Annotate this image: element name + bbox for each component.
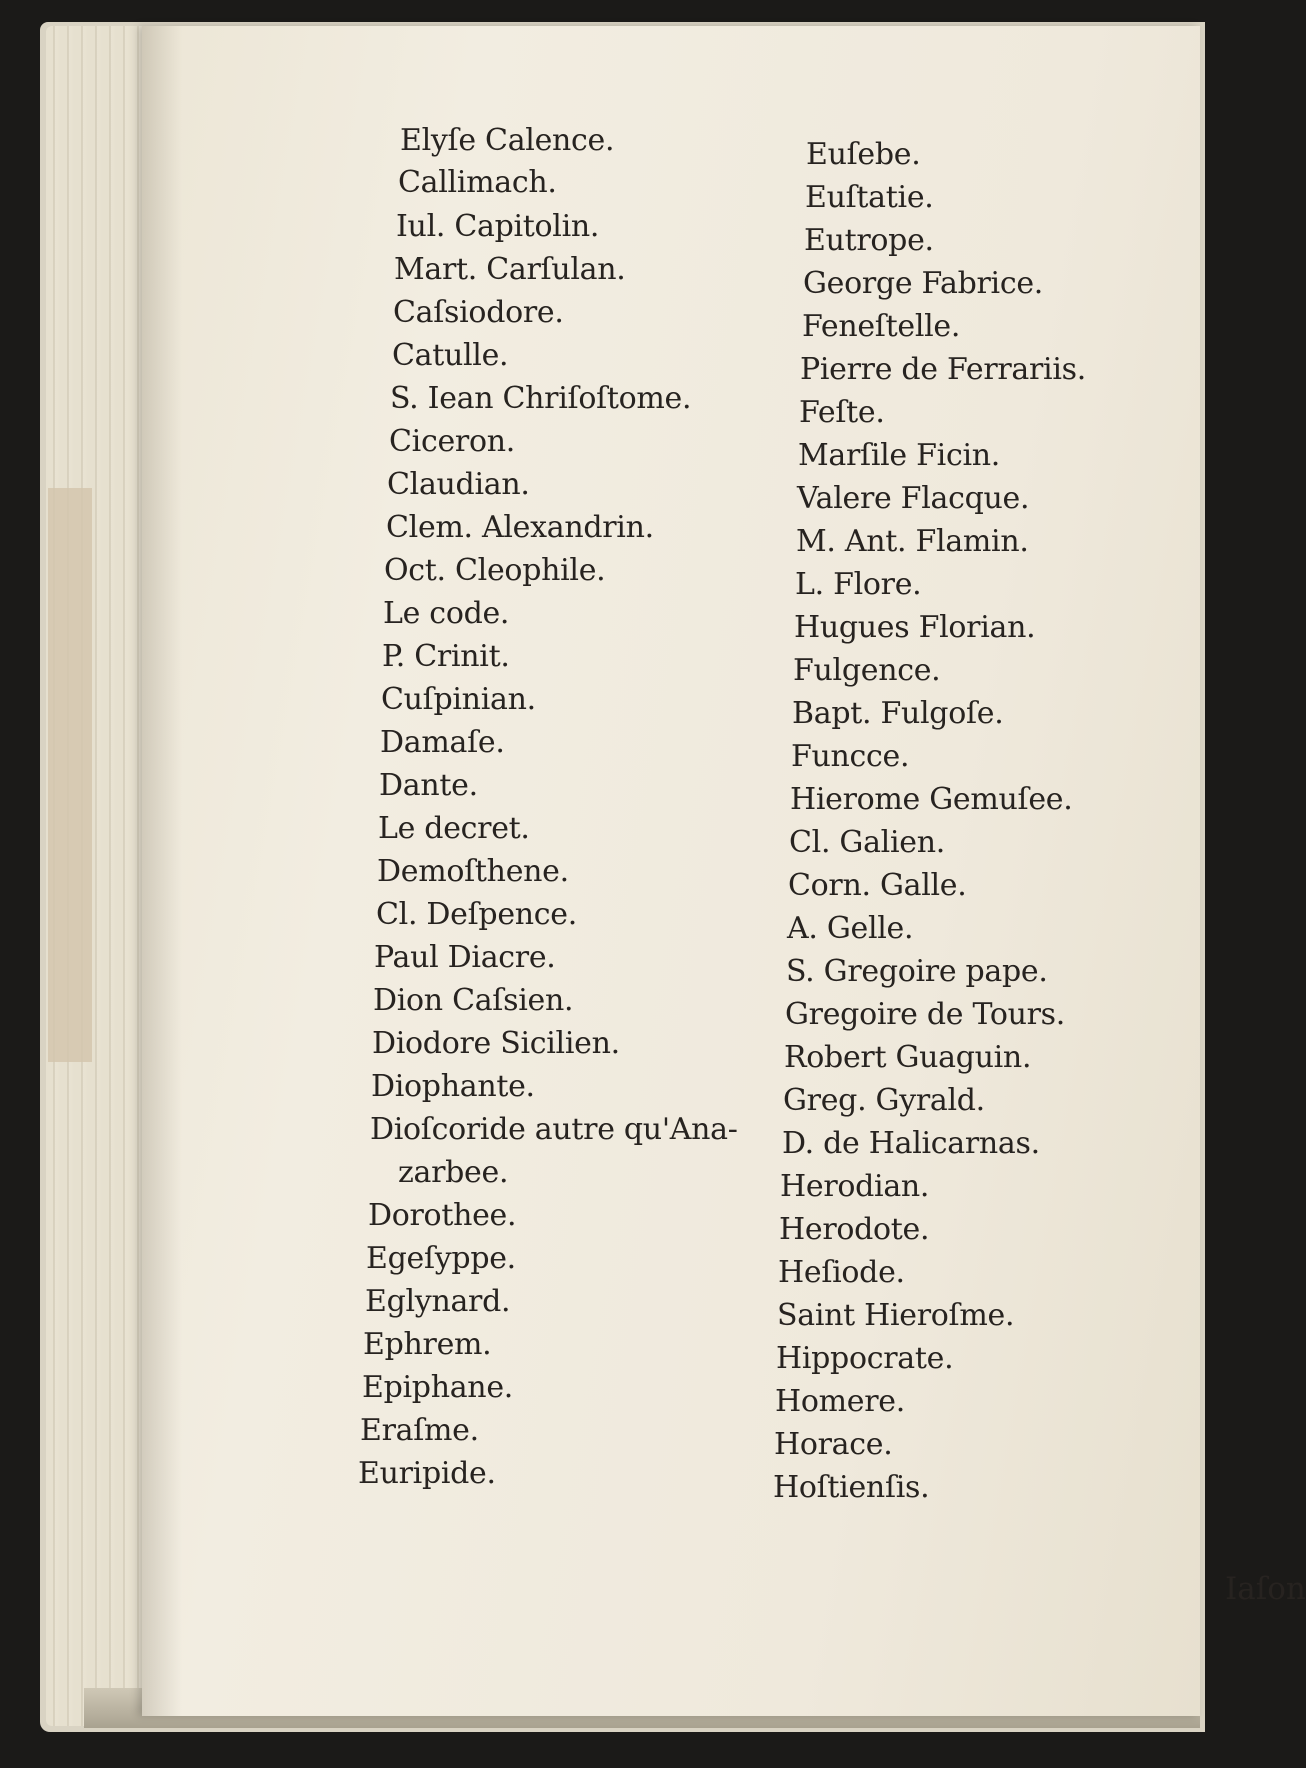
list-item: Hoſtienſis. — [773, 1470, 930, 1505]
list-item: Euſtatie. — [805, 180, 934, 215]
list-item: Clem. Alexandrin. — [386, 510, 654, 545]
list-item: M. Ant. Flamin. — [796, 524, 1029, 559]
list-item: A. Gelle. — [787, 911, 914, 946]
list-item: Gregoire de Tours. — [785, 997, 1065, 1032]
list-item: Ciceron. — [389, 424, 515, 459]
list-item: Iul. Capitolin. — [396, 209, 600, 244]
list-item: P. Crinit. — [382, 639, 510, 674]
list-item: S. Gregoire pape. — [786, 954, 1048, 989]
list-item: Diophante. — [371, 1069, 535, 1104]
list-item: Herodote. — [779, 1212, 930, 1247]
list-item: Callimach. — [398, 165, 557, 200]
list-item: Euripide. — [358, 1456, 496, 1491]
book-page — [142, 26, 1306, 1716]
list-item: D. de Halicarnas. — [782, 1126, 1040, 1161]
list-item: Marſile Ficin. — [798, 438, 1000, 473]
list-item: Cl. Galien. — [789, 825, 945, 860]
list-item: Dion Caſsien. — [373, 983, 574, 1018]
list-item: Dante. — [379, 768, 478, 803]
list-item: Herodian. — [780, 1169, 930, 1204]
list-item: Ephrem. — [363, 1327, 492, 1362]
list-item: Dorothee. — [368, 1198, 517, 1233]
list-item: Catulle. — [392, 338, 509, 373]
list-item: Feneſtelle. — [802, 309, 961, 344]
list-item: Greg. Gyrald. — [783, 1083, 985, 1118]
list-item: Epiphane. — [362, 1370, 514, 1405]
list-item: George Fabrice. — [803, 266, 1044, 301]
list-item: Funcce. — [791, 739, 910, 774]
list-item: Le code. — [383, 596, 510, 631]
list-item: Saint Hieroſme. — [777, 1298, 1015, 1333]
list-item: Egeſyppe. — [366, 1241, 516, 1276]
catchword: Iaſon — [1225, 1571, 1306, 1607]
list-item: Cl. Deſpence. — [376, 897, 578, 932]
list-item: Cuſpinian. — [381, 682, 536, 717]
list-item: Le decret. — [378, 811, 530, 846]
list-item: Demoſthene. — [377, 854, 569, 889]
list-item: Pierre de Ferrariis. — [800, 352, 1086, 387]
list-item: Valere Flacque. — [797, 481, 1030, 516]
list-item: Damaſe. — [380, 725, 505, 760]
list-item: Claudian. — [387, 467, 530, 502]
list-item: Oct. Cleophile. — [384, 553, 606, 588]
list-item: Dioſcoride autre qu'Ana- — [370, 1112, 738, 1147]
list-item: zarbee. — [398, 1155, 509, 1190]
list-item: Diodore Sicilien. — [372, 1026, 620, 1061]
list-item: Paul Diacre. — [374, 940, 556, 975]
list-item: Robert Guaguin. — [784, 1040, 1032, 1075]
list-item: Mart. Carſulan. — [394, 252, 626, 287]
list-item: Eutrope. — [804, 223, 934, 258]
list-item: Heſiode. — [778, 1255, 905, 1290]
list-item: Hippocrate. — [776, 1341, 954, 1376]
list-item: Horace. — [774, 1427, 893, 1462]
list-item: S. Iean Chriſoſtome. — [390, 381, 692, 416]
list-item: Hierome Gemuſee. — [790, 782, 1073, 817]
list-item: Eglynard. — [365, 1284, 511, 1319]
list-item: Elyſe Calence. — [400, 123, 615, 158]
list-item: Corn. Galle. — [788, 868, 967, 903]
binding-strip — [48, 488, 92, 1062]
list-item: Bapt. Fulgoſe. — [792, 696, 1004, 731]
list-item: Eraſme. — [360, 1413, 479, 1448]
list-item: Caſsiodore. — [393, 295, 564, 330]
list-item: L. Flore. — [795, 567, 922, 602]
list-item: Euſebe. — [806, 137, 921, 172]
list-item: Hugues Florian. — [794, 610, 1036, 645]
list-item: Feſte. — [799, 395, 885, 430]
list-item: Homere. — [775, 1384, 905, 1419]
list-item: Fulgence. — [793, 653, 941, 688]
